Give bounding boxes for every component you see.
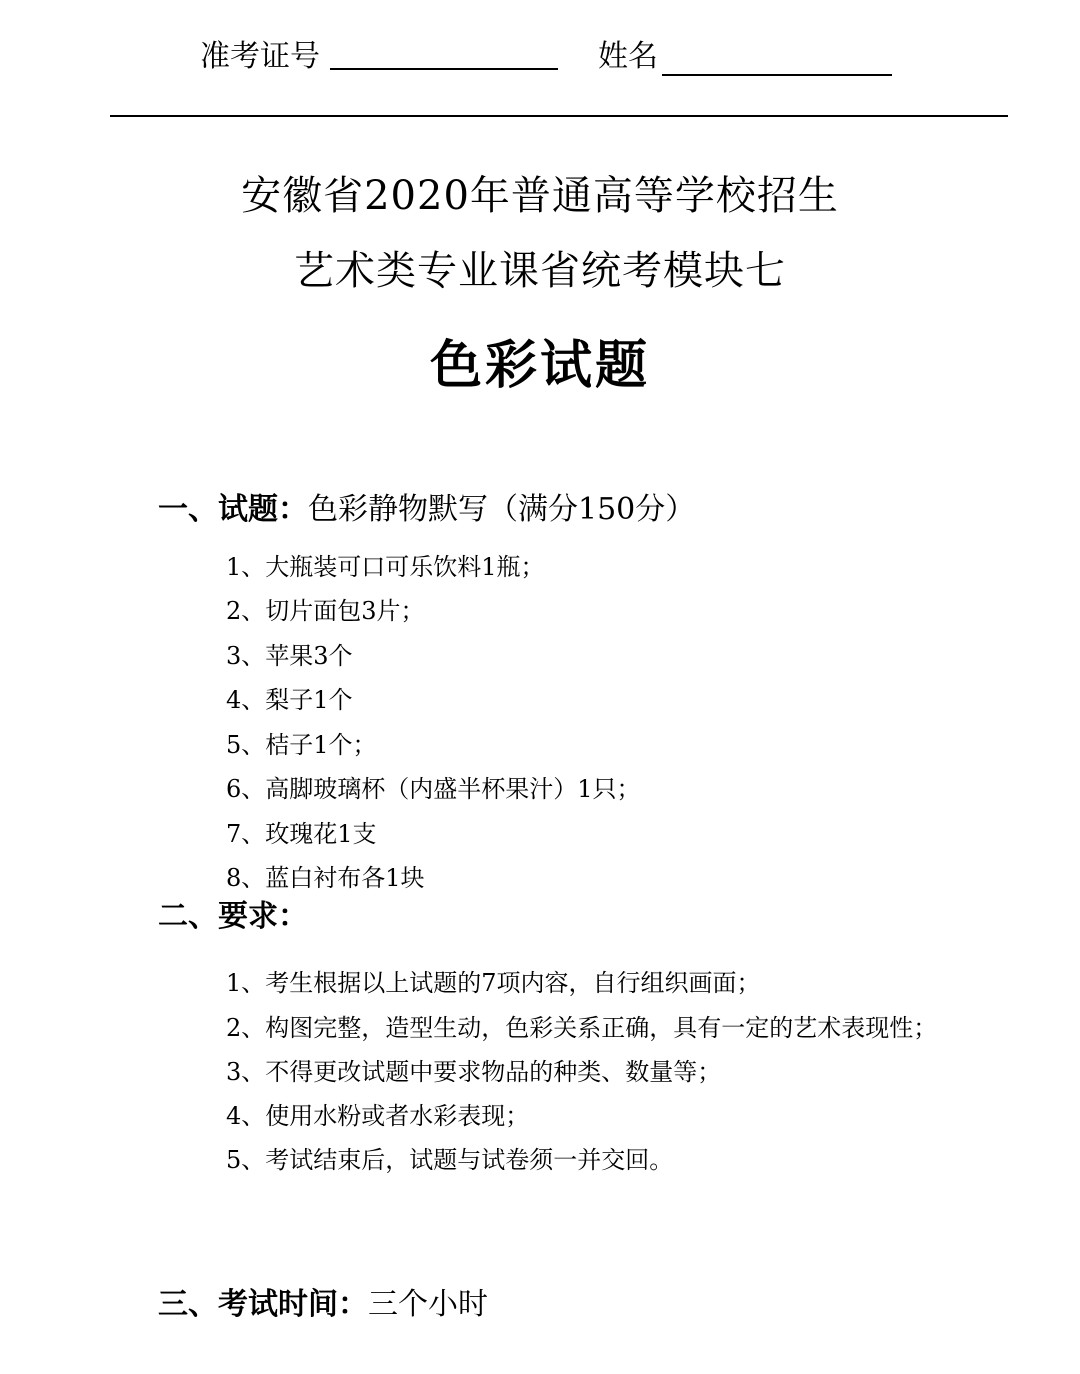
section-1 — [158, 492, 695, 528]
list-item: 8、蓝白衬布各1块 — [226, 864, 425, 892]
name-label: 姓名 — [598, 39, 658, 74]
title-line-2: 艺术类专业课省统考模块七 — [294, 248, 786, 294]
list-item: 5、桔子1个； — [226, 731, 377, 759]
header-divider — [110, 115, 1008, 117]
list-item: 3、不得更改试题中要求物品的种类、数量等； — [226, 1058, 722, 1086]
list-item: 3、苹果3个 — [226, 642, 353, 670]
section-3-heading: 三、考试时间： — [158, 1287, 368, 1322]
exam-number-blank — [330, 68, 558, 70]
section-3 — [158, 1287, 488, 1323]
list-item: 5、考试结束后，试题与试卷须一并交回。 — [226, 1146, 674, 1174]
list-item: 2、切片面包3片； — [226, 597, 425, 625]
title-line-1: 安徽省2020年普通高等学校招生 — [241, 173, 839, 219]
list-item: 1、大瓶装可口可乐饮料1瓶； — [226, 553, 545, 581]
section-3-text: 三个小时 — [368, 1287, 488, 1322]
list-item: 6、高脚玻璃杯（内盛半杯果汁）1只； — [226, 775, 641, 803]
list-item: 2、构图完整，造型生动，色彩关系正确，具有一定的艺术表现性； — [226, 1014, 938, 1042]
section-2-heading: 二、要求： — [158, 899, 308, 934]
list-item: 1、考生根据以上试题的7项内容，自行组织画面； — [226, 969, 761, 997]
list-item: 4、梨子1个 — [226, 686, 353, 714]
list-item: 7、玫瑰花1支 — [226, 820, 377, 848]
list-item: 4、使用水粉或者水彩表现； — [226, 1102, 530, 1130]
exam-number-label: 准考证号 — [200, 39, 320, 74]
name-blank — [662, 74, 892, 76]
section-1-text: 色彩静物默写（满分150分） — [308, 492, 696, 527]
section-2 — [158, 899, 308, 935]
section-1-heading: 一、试题： — [158, 492, 308, 527]
exam-title: 色彩试题 — [429, 336, 650, 396]
